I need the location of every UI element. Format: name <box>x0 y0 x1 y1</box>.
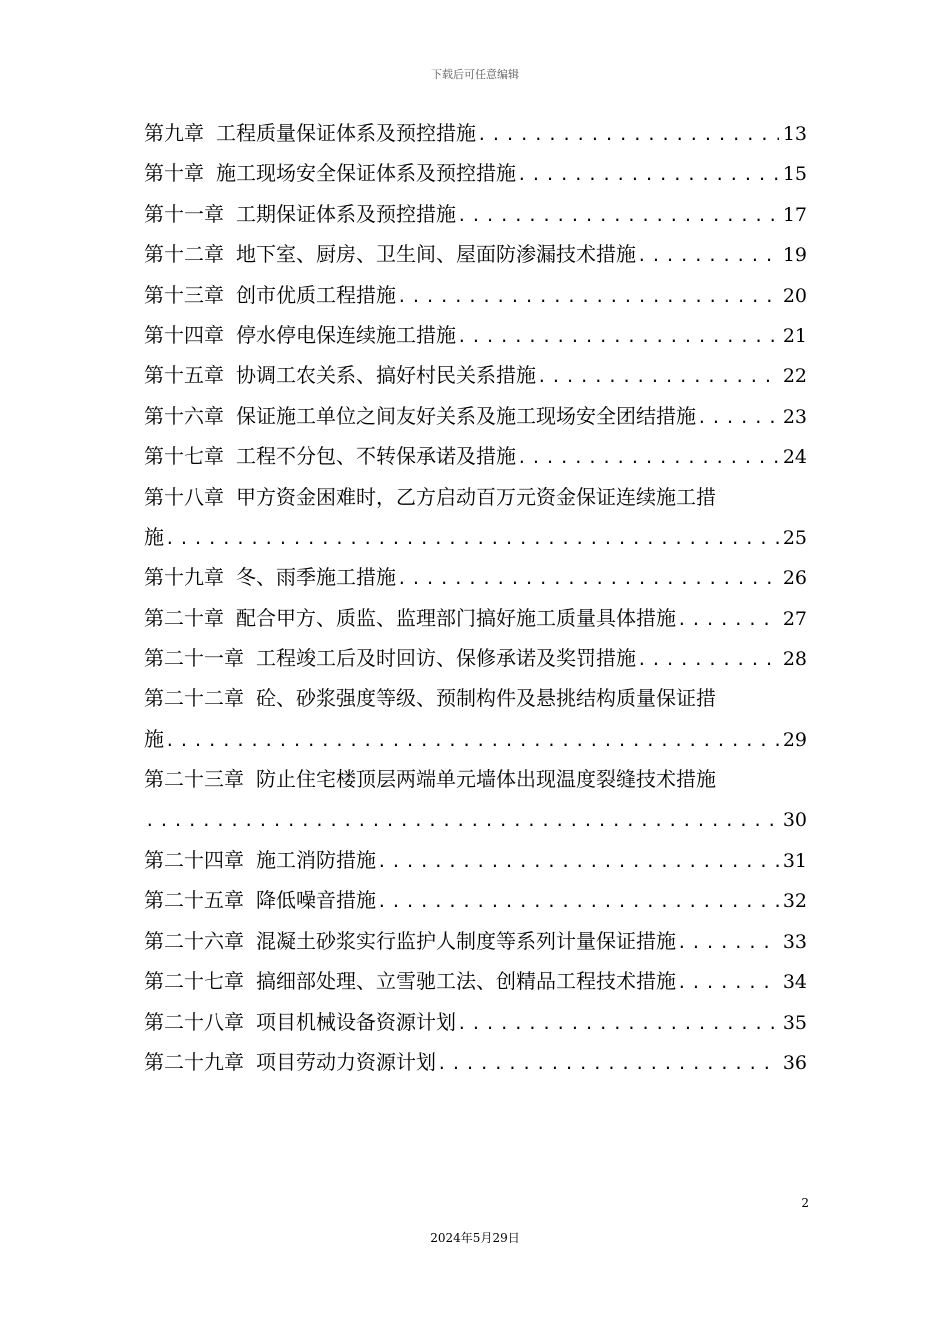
toc-dot-leader <box>377 882 779 920</box>
toc-chapter-number: 第二十二章 <box>144 686 244 711</box>
toc-entry[interactable] <box>144 921 807 961</box>
toc-entry-continuation[interactable] <box>144 800 807 840</box>
toc-page-number: 23 <box>782 405 807 428</box>
toc-entry[interactable] <box>144 234 807 274</box>
page-footer-date: 2024年5月29日 <box>430 1231 520 1245</box>
toc-page-number: 13 <box>782 123 807 145</box>
toc-entry[interactable] <box>144 1042 807 1082</box>
toc-chapter-number: 第十七章 <box>144 444 224 469</box>
toc-entry-title <box>144 1042 436 1082</box>
toc-page-number: 24 <box>782 446 807 469</box>
toc-dot-leader <box>517 438 779 476</box>
toc-chapter-number: 第十八章 <box>144 484 224 509</box>
toc-chapter-number: 第二十九章 <box>144 1049 244 1074</box>
toc-chapter-title: 工程竣工后及时回访、保修承诺及奖罚措施 <box>256 646 636 671</box>
toc-entry-title <box>144 275 396 315</box>
toc-page-number: 21 <box>782 324 807 347</box>
toc-entry[interactable] <box>144 194 807 234</box>
toc-chapter-title: 保证施工单位之间友好关系及施工现场安全团结措施 <box>236 403 696 428</box>
toc-entry-title <box>144 436 516 476</box>
toc-entry-title <box>144 396 696 436</box>
page-header: 下载后可任意编辑 <box>431 68 519 81</box>
toc-entry[interactable] <box>144 315 807 355</box>
toc-page-number: 31 <box>782 850 807 873</box>
toc-entry-title <box>144 113 476 153</box>
toc-entry-continuation[interactable] <box>144 719 807 759</box>
toc-dot-leader <box>477 115 779 153</box>
toc-dot-leader <box>457 1004 779 1042</box>
toc-chapter-title: 防止住宅楼顶层两端单元墙体出现温度裂缝技术措施 <box>256 767 716 792</box>
toc-entry-title <box>144 638 636 678</box>
toc-page-number: 33 <box>782 930 807 953</box>
toc-chapter-title: 混凝土砂浆实行监护人制度等系列计量保证措施 <box>256 928 676 953</box>
toc-dot-leader <box>517 155 779 193</box>
toc-dot-leader <box>437 1044 779 1082</box>
toc-chapter-title: 砼、砂浆强度等级、预制构件及悬挑结构质量保证措 <box>256 686 716 711</box>
toc-page-number: 36 <box>782 1051 807 1074</box>
toc-chapter-title: 工程不分包、不转保承诺及措施 <box>236 444 516 469</box>
toc-page-number: 17 <box>782 203 807 226</box>
toc-dot-leader <box>537 357 779 395</box>
toc-entry[interactable] <box>144 436 807 476</box>
toc-dot-leader <box>677 963 779 1001</box>
toc-chapter-title-continuation: 施 <box>144 726 164 751</box>
toc-chapter-number: 第九章 <box>144 121 204 145</box>
toc-entry-title <box>144 194 456 234</box>
toc-page-number: 25 <box>782 526 807 549</box>
toc-dot-leader <box>165 519 779 557</box>
toc-chapter-number: 第十五章 <box>144 363 224 388</box>
toc-page-number: 28 <box>782 648 807 671</box>
toc-entry-title <box>144 961 676 1001</box>
toc-entry[interactable] <box>144 557 807 597</box>
toc-entry[interactable] <box>144 396 807 436</box>
toc-chapter-title: 施工消防措施 <box>256 848 376 873</box>
toc-page-number: 26 <box>782 567 807 590</box>
toc-chapter-number: 第二十三章 <box>144 767 244 792</box>
toc-chapter-number: 第十九章 <box>144 565 224 590</box>
toc-page-number: 29 <box>782 728 807 751</box>
toc-entry-title <box>144 1002 456 1042</box>
toc-entry-title <box>144 153 516 193</box>
toc-entry[interactable] <box>144 840 807 880</box>
toc-entry[interactable] <box>144 598 807 638</box>
toc-page-number: 32 <box>782 890 807 913</box>
toc-page-number: 20 <box>782 284 807 307</box>
toc-dot-leader <box>145 801 779 840</box>
toc-chapter-title: 施工现场安全保证体系及预控措施 <box>216 161 516 186</box>
toc-dot-leader <box>397 277 779 315</box>
toc-dot-leader <box>677 923 779 961</box>
toc-entry-title <box>144 557 396 597</box>
toc-entry[interactable] <box>144 880 807 920</box>
toc-chapter-number: 第十三章 <box>144 282 224 307</box>
toc-chapter-title: 项目机械设备资源计划 <box>256 1009 456 1034</box>
toc-chapter-number: 第二十六章 <box>144 928 244 953</box>
toc-entry[interactable] <box>144 355 807 395</box>
toc-entry-title <box>144 477 716 517</box>
toc-entry-title <box>144 759 716 799</box>
toc-chapter-number: 第二十五章 <box>144 888 244 913</box>
toc-chapter-title: 配合甲方、质监、监理部门搞好施工质量具体措施 <box>236 605 676 630</box>
page-number: 2 <box>801 1196 809 1210</box>
toc-entry[interactable] <box>144 1002 807 1042</box>
toc-page-number: 30 <box>782 808 807 831</box>
toc-entry-title <box>144 315 456 355</box>
toc-dot-leader <box>397 559 779 597</box>
toc-chapter-title: 工程质量保证体系及预控措施 <box>216 121 476 145</box>
toc-chapter-number: 第十六章 <box>144 403 224 428</box>
table-of-contents <box>144 113 807 1082</box>
toc-chapter-number: 第二十章 <box>144 605 224 630</box>
toc-dot-leader <box>637 640 779 678</box>
toc-dot-leader <box>457 196 779 234</box>
toc-entry-title <box>144 840 376 880</box>
toc-chapter-title: 搞细部处理、立雪驰工法、创精品工程技术措施 <box>256 969 676 994</box>
toc-page-number: 34 <box>782 971 807 994</box>
toc-chapter-number: 第十二章 <box>144 242 224 267</box>
toc-dot-leader <box>697 398 779 436</box>
toc-chapter-number: 第二十一章 <box>144 646 244 671</box>
toc-page-number: 22 <box>782 365 807 388</box>
toc-entry[interactable] <box>144 638 807 678</box>
toc-chapter-title: 创市优质工程措施 <box>236 282 396 307</box>
toc-dot-leader <box>637 236 779 274</box>
toc-chapter-title: 协调工农关系、搞好村民关系措施 <box>236 363 536 388</box>
toc-dot-leader <box>165 721 779 759</box>
toc-entry[interactable] <box>144 113 807 153</box>
toc-entry-title <box>144 880 376 920</box>
toc-entry[interactable] <box>144 477 807 517</box>
toc-chapter-title: 甲方资金困难时，乙方启动百万元资金保证连续施工措 <box>236 484 716 509</box>
toc-chapter-title: 冬、雨季施工措施 <box>236 565 396 590</box>
toc-dot-leader <box>677 600 779 638</box>
toc-chapter-number: 第十章 <box>144 161 204 186</box>
toc-entry-continuation[interactable] <box>144 517 807 557</box>
toc-entry-title <box>144 234 636 274</box>
toc-chapter-number: 第十一章 <box>144 201 224 226</box>
toc-chapter-number: 第二十七章 <box>144 969 244 994</box>
toc-dot-leader <box>377 842 779 880</box>
toc-chapter-number: 第十四章 <box>144 322 224 347</box>
toc-chapter-number: 第二十四章 <box>144 848 244 873</box>
toc-page-number: 19 <box>782 244 807 267</box>
toc-entry[interactable] <box>144 759 807 799</box>
toc-chapter-title: 地下室、厨房、卫生间、屋面防渗漏技术措施 <box>236 242 636 267</box>
toc-entry-title <box>144 355 536 395</box>
toc-chapter-title: 停水停电保连续施工措施 <box>236 322 456 347</box>
toc-entry-title <box>144 678 716 718</box>
toc-entry[interactable] <box>144 678 807 718</box>
toc-page-number: 35 <box>782 1011 807 1034</box>
toc-entry[interactable] <box>144 961 807 1001</box>
toc-chapter-title-continuation: 施 <box>144 524 164 549</box>
toc-entry-title <box>144 921 676 961</box>
toc-page-number: 27 <box>782 607 807 630</box>
toc-entry[interactable] <box>144 275 807 315</box>
toc-chapter-title: 降低噪音措施 <box>256 888 376 913</box>
toc-chapter-title: 项目劳动力资源计划 <box>256 1049 436 1074</box>
toc-chapter-title: 工期保证体系及预控措施 <box>236 201 456 226</box>
toc-page-number: 15 <box>782 163 807 186</box>
toc-dot-leader <box>457 317 779 355</box>
toc-entry[interactable] <box>144 153 807 193</box>
toc-chapter-number: 第二十八章 <box>144 1009 244 1034</box>
toc-entry-title <box>144 598 676 638</box>
